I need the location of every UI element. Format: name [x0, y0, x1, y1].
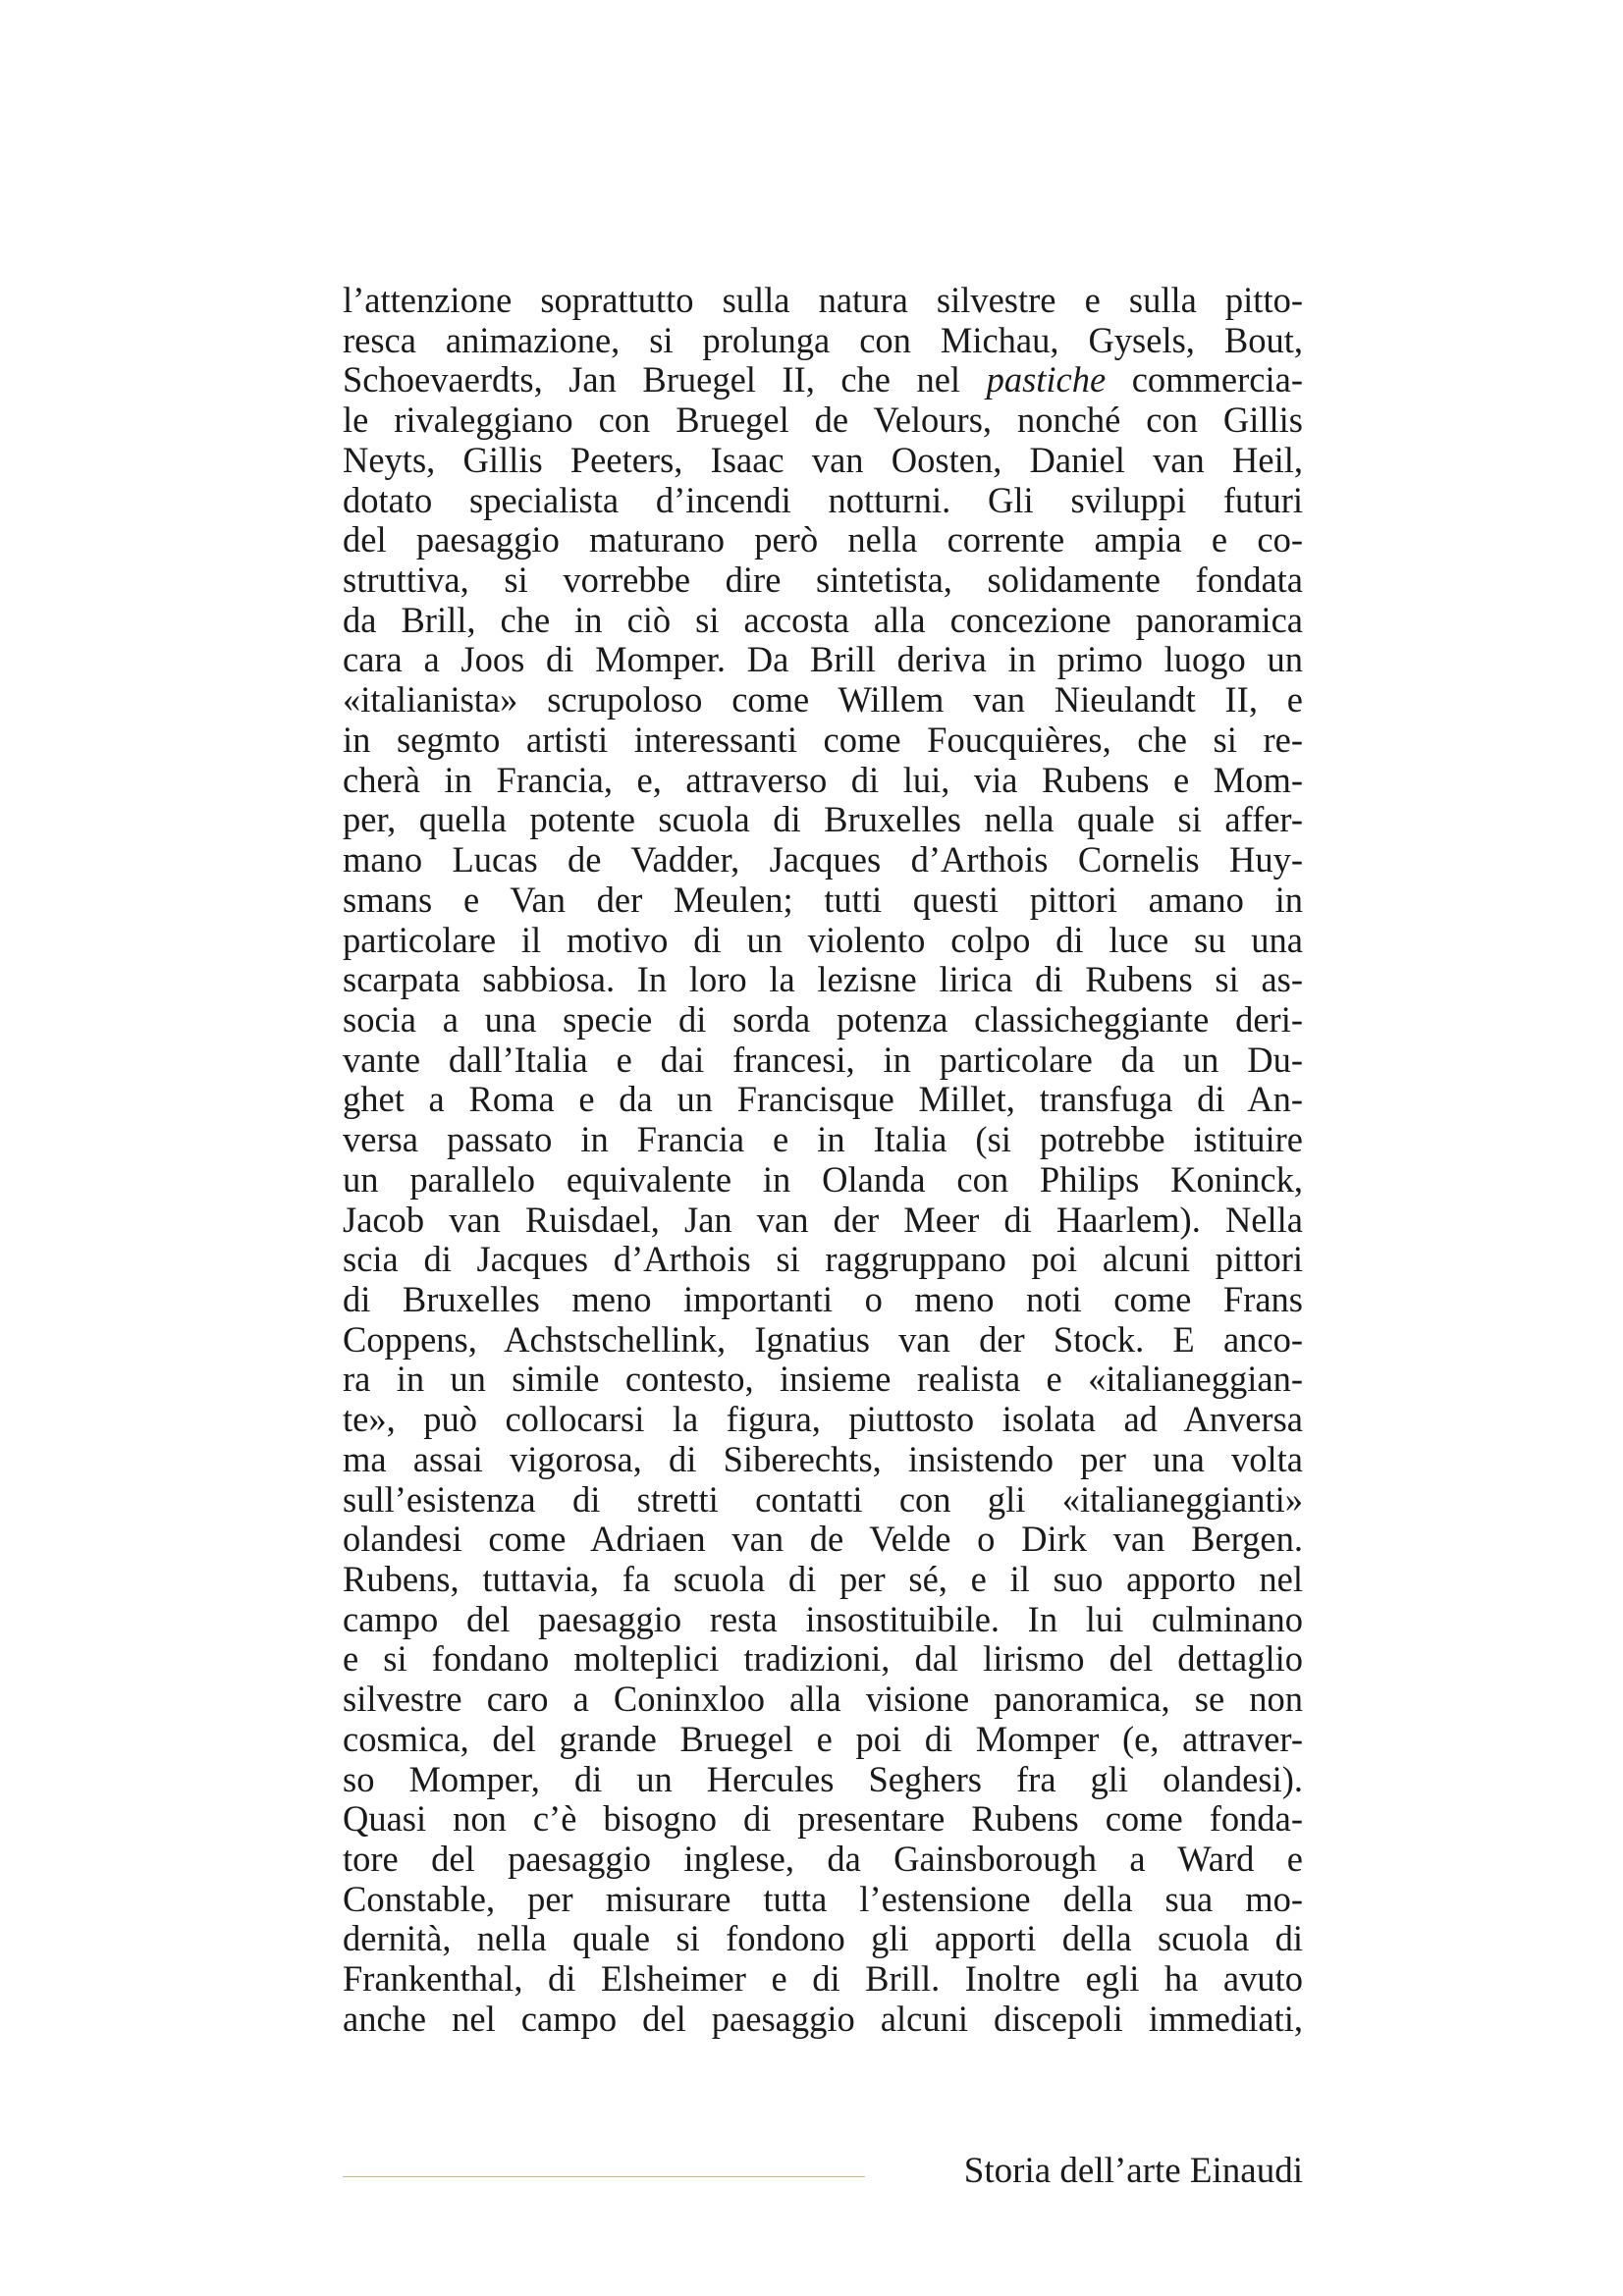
text-line: tore del paesaggio inglese, da Gainsborough a Ward e [343, 1840, 1303, 1880]
text-line: ra in un simile contesto, insieme realista e «italianeggian- [343, 1360, 1303, 1400]
text-line: per, quella potente scuola di Bruxelles nella quale si affer- [343, 800, 1303, 840]
text-line: dernità, nella quale si fondono gli apporti della scuola di [343, 1919, 1303, 1959]
text-line: so Momper, di un Hercules Seghers fra gli olandesi). [343, 1759, 1303, 1799]
text-line: resca animazione, si prolunga con Michau, Gysels, Bout, [343, 320, 1303, 360]
text-line: cosmica, del grande Bruegel e poi di Momper (e, attraver- [343, 1719, 1303, 1759]
text-line: scarpata sabbiosa. In loro la lezisne lirica di Rubens si as- [343, 960, 1303, 1000]
text-line: Coppens, Achstschellink, Ignatius van der Stock. E anco- [343, 1319, 1303, 1360]
text-line: Rubens, tuttavia, fa scuola di per sé, e il suo apporto nel [343, 1560, 1303, 1599]
text-line: Frankenthal, di Elsheimer e di Brill. Inoltre egli ha avuto [343, 1959, 1303, 2000]
body-text [343, 281, 1303, 2040]
text-line: Quasi non c’è bisogno di presentare Rubens come fonda- [343, 1799, 1303, 1840]
text-line: di Bruxelles meno importanti o meno noti come Frans [343, 1279, 1303, 1319]
text-line: del paesaggio maturano però nella corrente ampia e co- [343, 520, 1303, 561]
text-line: scia di Jacques d’Arthois si raggruppano poi alcuni pittori [343, 1240, 1303, 1280]
text-line: olandesi come Adriaen van de Velde o Dirk van Bergen. [343, 1520, 1303, 1560]
text-line: da Brill, che in ciò si accosta alla concezione panoramica [343, 600, 1303, 640]
text-line: sull’esistenza di stretti contatti con gli «italianeggianti» [343, 1479, 1303, 1520]
text-line: Constable, per misurare tutta l’estensione della sua mo- [343, 1879, 1303, 1919]
text-line: ma assai vigorosa, di Siberechts, insistendo per una volta [343, 1439, 1303, 1479]
text-line: smans e Van der Meulen; tutti questi pittori amano in [343, 880, 1303, 920]
text-line: dotato specialista d’incendi notturni. Gli sviluppi futuri [343, 480, 1303, 520]
text-line: mano Lucas de Vadder, Jacques d’Arthois Cornelis Huy- [343, 840, 1303, 881]
text-line: Jacob van Ruisdael, Jan van der Meer di Haarlem). Nella [343, 1200, 1303, 1240]
text-line: particolare il motivo di un violento colpo di luce su una [343, 920, 1303, 960]
text-line: cara a Joos di Momper. Da Brill deriva in primo luogo un [343, 640, 1303, 680]
text-line: le rivaleggiano con Bruegel de Velours, nonché con Gillis [343, 400, 1303, 441]
text-line: un parallelo equivalente in Olanda con Philips Koninck, [343, 1159, 1303, 1200]
text-line: vante dall’Italia e dai francesi, in particolare da un Du- [343, 1040, 1303, 1080]
text-line: Neyts, Gillis Peeters, Isaac van Oosten, Daniel van Heil, [343, 440, 1303, 480]
text-line: silvestre caro a Coninxloo alla visione panoramica, se non [343, 1680, 1303, 1720]
footer-title: Storia dell’arte Einaudi [963, 2151, 1303, 2191]
text-line: l’attenzione soprattutto sulla natura silvestre e sulla pitto- [343, 281, 1303, 320]
text-line: in segmto artisti interessanti come Foucquières, che si re- [343, 720, 1303, 760]
text-line: Schoevaerdts, Jan Bruegel II, che nel pastiche commercia- [343, 360, 1303, 400]
text-line: socia a una specie di sorda potenza classicheggiante deri- [343, 999, 1303, 1040]
footer-rule [343, 2176, 865, 2177]
text-line: e si fondano molteplici tradizioni, dal lirismo del dettaglio [343, 1639, 1303, 1680]
text-line: campo del paesaggio resta insostituibile. In lui culminano [343, 1599, 1303, 1639]
text-line: «italianista» scrupoloso come Willem van Nieulandt II, e [343, 680, 1303, 721]
text-line: ghet a Roma e da un Francisque Millet, transfuga di An- [343, 1080, 1303, 1120]
text-line: cherà in Francia, e, attraverso di lui, via Rubens e Mom- [343, 760, 1303, 800]
text-line: te», può collocarsi la figura, piuttosto isolata ad Anversa [343, 1400, 1303, 1440]
text-line: versa passato in Francia e in Italia (si potrebbe istituire [343, 1120, 1303, 1160]
text-line: struttiva, si vorrebbe dire sintetista, solidamente fondata [343, 561, 1303, 601]
text-line: anche nel campo del paesaggio alcuni discepoli immediati, [343, 1999, 1303, 2039]
